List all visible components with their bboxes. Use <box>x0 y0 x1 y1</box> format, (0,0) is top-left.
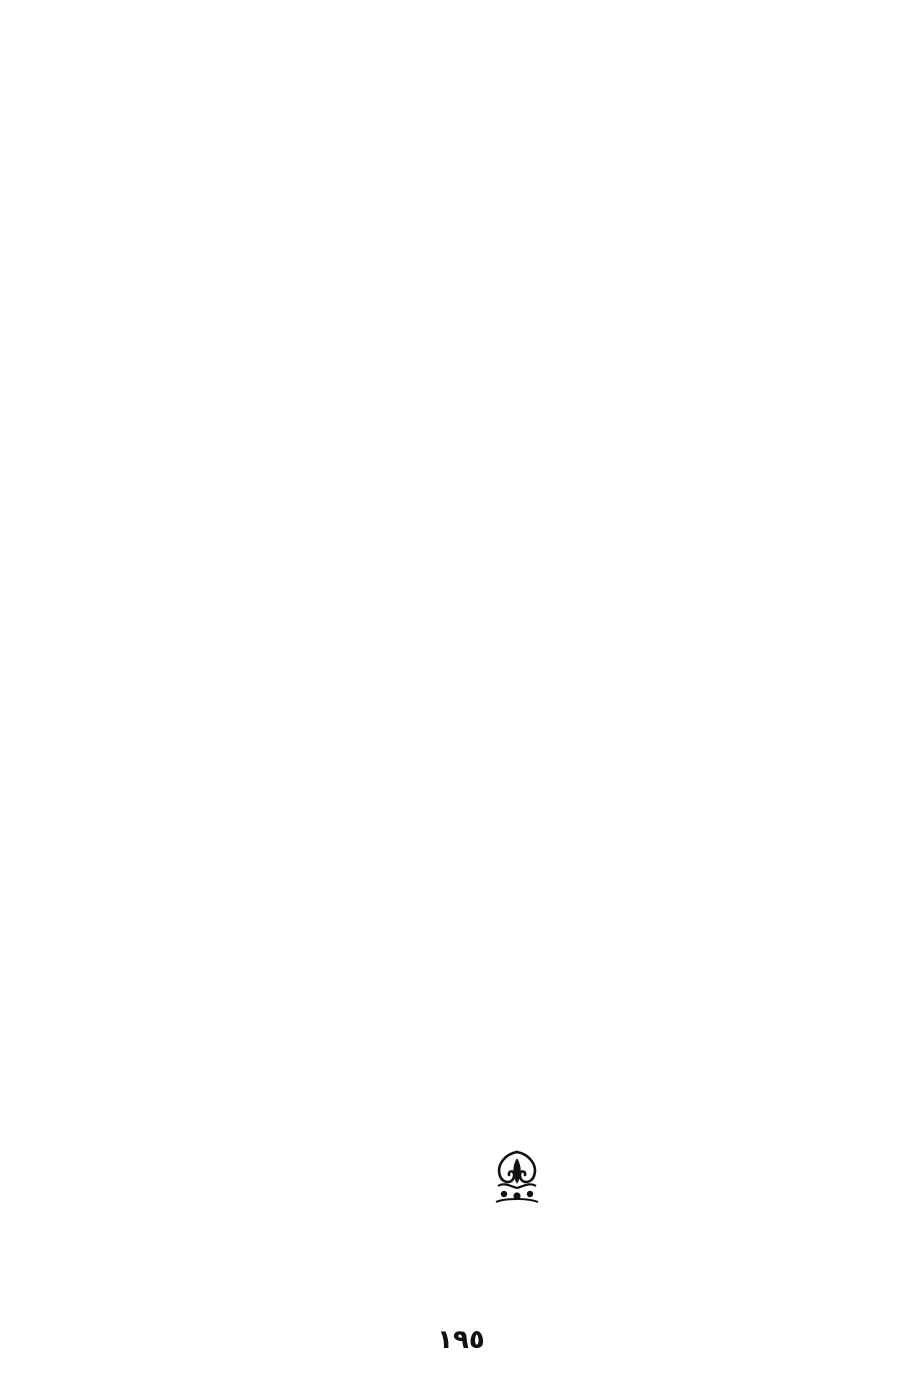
page-number: ١٩٥ <box>437 1325 485 1355</box>
fleuron-ornament-icon <box>486 1146 548 1208</box>
